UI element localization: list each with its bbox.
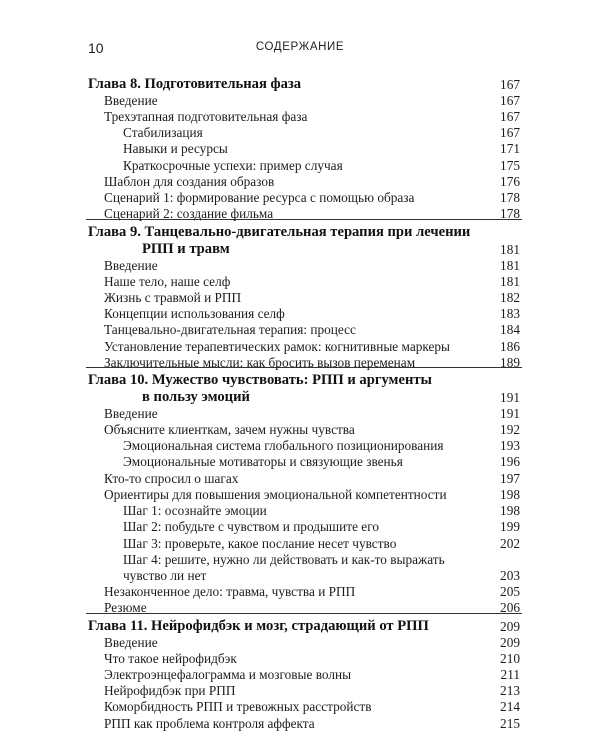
toc-page-number: 198 [500,487,520,502]
toc-entry: Навыки и ресурсы [123,141,228,156]
toc-page-number: 167 [500,125,520,140]
toc-page-number: 189 [500,355,520,370]
toc-page-number: 209 [500,635,520,650]
toc-page-number: 206 [500,600,520,615]
toc-entry: Объясните клиенткам, зачем нужны чувства [104,422,355,437]
toc-entry: Шаг 4: решите, нужно ли действовать и как-то выражать [123,552,445,567]
toc-entry: чувство ли нет [123,568,207,583]
toc-entry: Кто-то спросил о шагах [104,471,239,486]
toc-entry: Сценарий 2: создание фильма [104,206,274,221]
toc-page-number: 181 [500,274,520,289]
toc-page-number: 184 [500,322,520,337]
running-head: СОДЕРЖАНИЕ [255,41,345,53]
toc-entry: Стабилизация [123,125,203,140]
toc-entry: Жизнь с травмой и РПП [104,290,242,305]
toc-entry: Концепции использования селф [104,306,285,321]
toc-page-number: 202 [500,536,520,551]
toc-page-number: 186 [500,339,520,354]
toc-page-number: 183 [500,306,520,321]
toc-page-number: 213 [500,683,520,698]
toc-page-number: 198 [500,503,520,518]
toc-entry: Введение [104,635,158,650]
toc-page-number: 214 [500,699,520,714]
toc-entry: Наше тело, наше селф [104,274,231,289]
toc-page-number: 182 [500,290,520,305]
toc-page-number: 192 [500,422,520,437]
toc-entry: Шаг 2: побудьте с чувством и продышите его [123,519,379,534]
toc-page-number: 199 [500,519,520,534]
toc-page-number: 167 [500,77,520,92]
chapter-title: Глава 9. Танцевально-двигательная терапия при лечении [88,224,471,240]
toc-entry: Шаг 3: проверьте, какое послание несет чувство [123,536,397,551]
toc-entry: РПП как проблема контроля аффекта [104,716,315,731]
toc-page-number: 176 [500,174,520,189]
toc-entry: Краткосрочные успехи: пример случая [123,158,343,173]
toc-entry: Шаблон для создания образов [104,174,275,189]
toc-entry: Введение [104,406,158,421]
toc-page-number: 181 [500,258,520,273]
toc-entry: Шаг 1: осознайте эмоции [123,503,267,518]
toc-page-number: 193 [500,438,520,453]
toc-entry: Введение [104,258,158,273]
toc-page-number: 203 [500,568,520,583]
toc-entry: Коморбидность РПП и тревожных расстройств [104,699,372,714]
toc-entry: Незаконченное дело: травма, чувства и РПП [104,584,356,599]
toc-page-number: 181 [500,242,520,257]
toc-entry: Эмоциональные мотиваторы и связующие звенья [123,454,403,469]
toc-page-number: 197 [500,471,520,486]
toc-entry: Эмоциональная система глобального позиционирования [123,438,444,453]
toc-page-number: 171 [500,141,520,156]
toc-page-number: 178 [500,206,520,221]
toc-page-number: 215 [500,716,520,731]
toc-entry: Нейрофидбэк при РПП [104,683,236,698]
toc-entry: Трехэтапная подготовительная фаза [104,109,308,124]
chapter-title: Глава 10. Мужество чувствовать: РПП и аргументы [88,372,432,388]
toc-entry: Резюме [104,600,147,615]
toc-entry: Танцевально-двигательная терапия: процесс [104,322,356,337]
chapter-title: РПП и травм [142,241,230,257]
toc-page-number: 210 [500,651,520,666]
toc-page-number: 191 [500,406,520,421]
toc-entry: Сценарий 1: формирование ресурса с помощью образа [104,190,415,205]
toc-page-number: 211 [500,667,520,682]
toc-entry: Заключительные мысли: как бросить вызов переменам [104,355,416,370]
toc-entry: Введение [104,93,158,108]
toc-page-number: 175 [500,158,520,173]
page-number: 10 [88,40,104,56]
chapter-title: Глава 11. Нейрофидбэк и мозг, страдающий от РПП [88,618,429,634]
toc-page-number: 209 [500,619,520,634]
toc-entry: Электроэнцефалограмма и мозговые волны [104,667,352,682]
chapter-title: в пользу эмоций [142,389,250,405]
toc-page-number: 178 [500,190,520,205]
toc-page-number: 167 [500,93,520,108]
toc-entry: Что такое нейрофидбэк [104,651,237,666]
toc-entry: Ориентиры для повышения эмоциональной компетентности [104,487,447,502]
chapter-title: Глава 8. Подготовительная фаза [88,76,302,92]
rule-chapter-11 [86,613,522,614]
toc-page-number: 191 [500,390,520,405]
toc-page-number: 196 [500,454,520,469]
toc-page-number: 205 [500,584,520,599]
toc-page-number: 167 [500,109,520,124]
toc-entry: Установление терапевтических рамок: когнитивные маркеры [104,339,450,354]
